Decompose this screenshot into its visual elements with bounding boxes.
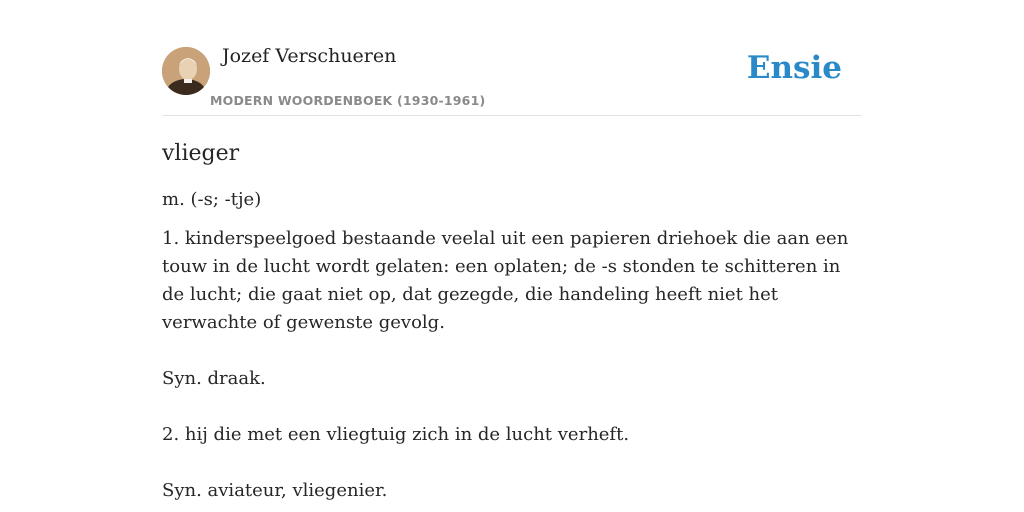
header: [162, 0, 862, 116]
synonym-2: Syn. aviateur, vliegenier.: [162, 480, 388, 501]
entry-content: [162, 136, 862, 505]
portrait-image: [162, 47, 210, 95]
spacer: [162, 337, 862, 365]
author-avatar[interactable]: [162, 47, 210, 95]
synonym-1: Syn. draak.: [162, 368, 266, 389]
spacer: [162, 393, 862, 421]
spacer: [162, 449, 862, 477]
entry-grammar: m. (-s; -tje): [162, 189, 262, 210]
entry-term: vlieger: [162, 141, 240, 166]
ensie-logo[interactable]: Ensie: [746, 50, 842, 86]
definition-1: 1. kinderspeelgoed bestaande veelal uit een papieren driehoek die aan een touw in de lucht wordt gelaten: een oplaten; de -s stonden te schitteren in de lucht; die gaat niet op, dat gezegde, die handeling heeft niet het verwachte of gewenste gevolg.: [162, 228, 855, 333]
definition-2: 2. hij die met een vliegtuig zich in de lucht verheft.: [162, 424, 630, 445]
dictionary-source[interactable]: MODERN WOORDENBOEK (1930-1961): [210, 93, 486, 108]
author-name[interactable]: Jozef Verschueren: [222, 45, 397, 67]
